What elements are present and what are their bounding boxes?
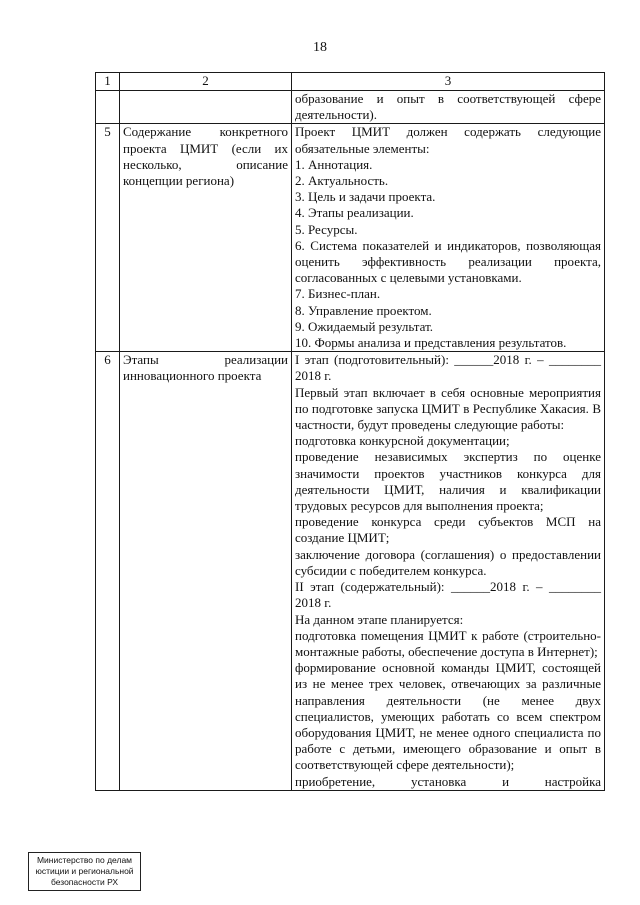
- stamp-line: Министерство по делам: [36, 855, 133, 865]
- page-number: 18: [313, 40, 327, 55]
- stamp-line: юстиции и региональной: [35, 866, 134, 876]
- row-5-item: 6. Система показателей и индикаторов, позволяющая оценить эффективность реализации проекта, согласованных с целевыми установками.: [295, 237, 601, 286]
- continuation-text: образование и опыт в соответствующей сфере деятельности).: [292, 91, 605, 124]
- table-header-row: [96, 73, 605, 91]
- registration-stamp: [28, 852, 141, 891]
- header-col-1: 1: [96, 73, 120, 91]
- projects-table: [95, 72, 605, 791]
- row-6-name: Этапы реализации инновационного проекта: [120, 352, 292, 790]
- row-5-item: 7. Бизнес-план.: [295, 286, 381, 302]
- row-5-item: 9. Ожидаемый результат.: [295, 318, 434, 334]
- row-5-item: 3. Цель и задачи проекта.: [295, 189, 436, 205]
- row-6-paragraph: проведение независимых экспертиз по оценке значимости проектов участников конкурса для деятельности ЦМИТ, наличия и квалификации трудовых ресурсов для выполнения проекта;: [295, 449, 601, 514]
- stage-2-heading: II этап (содержательный): ______2018 г. – ________ 2018 г.: [295, 579, 601, 611]
- row-6-number: 6: [96, 352, 120, 790]
- row-5-item: 8. Управление проектом.: [295, 302, 432, 318]
- row-5-name: Содержание конкретного проекта ЦМИТ (если их несколько, описание концепции региона): [120, 124, 292, 352]
- row-5-item: 10. Формы анализа и представления результатов.: [295, 335, 567, 351]
- row-6-paragraph: подготовка конкурсной документации;: [295, 433, 510, 449]
- row-5-item: 2. Актуальность.: [295, 173, 389, 189]
- row-6-paragraph: заключение договора (соглашения) о предоставлении субсидии с победителем конкурса.: [295, 546, 601, 578]
- row-6-paragraph: Первый этап включает в себя основные мероприятия по подготовке запуска ЦМИТ в Республике Хакасия. В частности, будут проведены следующие работы:: [295, 384, 601, 433]
- stage-1-heading: I этап (подготовительный): ______2018 г. – ________ 2018 г.: [295, 352, 601, 384]
- row-5-item: 4. Этапы реализации.: [295, 205, 414, 221]
- row-6-paragraph: На данном этапе планируется:: [295, 611, 464, 627]
- stamp-line: безопасности РХ: [50, 877, 119, 887]
- row-6-paragraph: приобретение, установка и настройка: [295, 773, 601, 789]
- row-6-paragraph: подготовка помещения ЦМИТ к работе (строительно-монтажные работы, обеспечение доступа в Интернет);: [295, 627, 601, 659]
- table-row-continuation: [96, 91, 605, 124]
- row-6-content: [292, 352, 605, 790]
- row-5-number: 5: [96, 124, 120, 352]
- row-6-paragraph: проведение конкурса среди субъектов МСП на создание ЦМИТ;: [295, 514, 601, 546]
- row-5-content: [292, 124, 605, 352]
- header-col-3: 3: [292, 73, 605, 91]
- table-row-5: [96, 124, 605, 352]
- table-row-6: [96, 352, 605, 790]
- row-5-item: 5. Ресурсы.: [295, 221, 358, 237]
- header-col-2: 2: [120, 73, 292, 91]
- row-5-item: 1. Аннотация.: [295, 156, 373, 172]
- row-6-paragraph: формирование основной команды ЦМИТ, состоящей из не менее трех человек, отвечающих за различные направления деятельности (не менее двух специалистов, умеющих работать со всем спектром оборудования ЦМИТ, не менее одного специалиста по работе с детьми, имеющего образование и опыт в соответствующей сфере деятельности);: [295, 660, 601, 773]
- row-5-intro: Проект ЦМИТ должен содержать следующие обязательные элементы:: [295, 124, 601, 156]
